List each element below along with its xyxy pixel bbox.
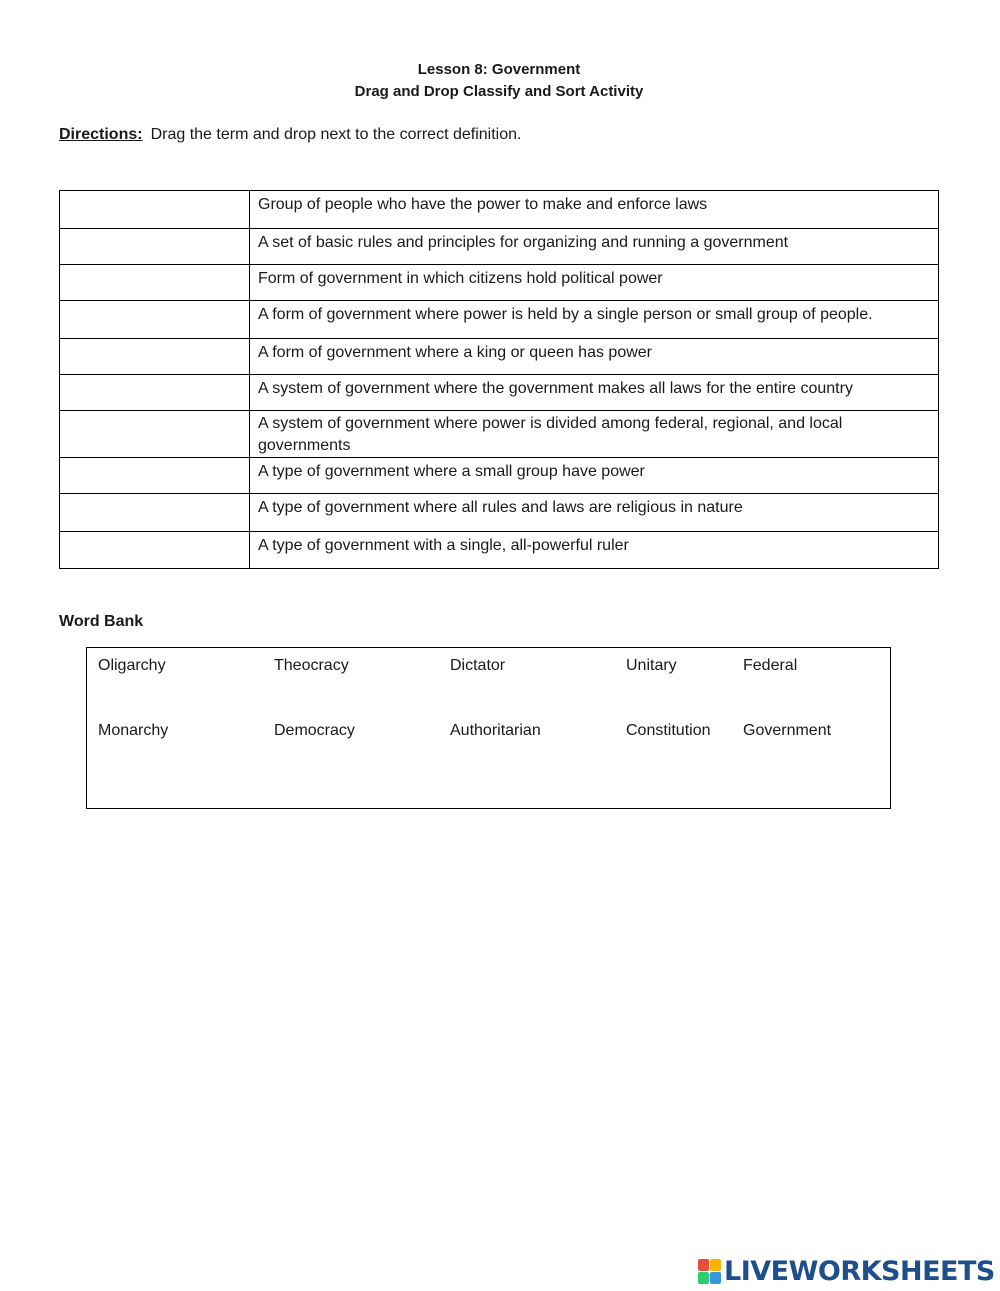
table-row [60,458,939,494]
table-row [60,375,939,411]
word-bank-term[interactable]: Oligarchy [98,657,166,674]
drop-zone[interactable] [60,458,250,494]
badge-square [698,1272,709,1284]
table-row [60,229,939,265]
table-row [60,411,939,458]
drop-zone[interactable] [60,339,250,375]
drop-zone[interactable] [60,265,250,301]
word-bank-term[interactable]: Government [743,722,832,739]
word-bank [86,647,891,809]
word-bank-term[interactable]: Constitution [626,722,711,739]
word-bank-term[interactable]: Federal [743,657,798,674]
logo-text: LIVEWORKSHEETS [724,1255,995,1287]
word-bank-term[interactable]: Unitary [626,657,677,674]
logo-badge-icon [698,1259,720,1284]
liveworksheets-logo [698,1256,995,1286]
word-bank-term[interactable]: Authoritarian [450,722,541,739]
badge-square [710,1259,721,1271]
directions-text: Drag the term and drop next to the correct definition. [150,126,522,143]
page-subtitle: Drag and Drop Classify and Sort Activity [354,83,644,100]
definition-cell: A system of government where power is divided among federal, regional, and local governments [250,411,939,458]
definition-cell: A system of government where the government makes all laws for the entire country [250,375,939,411]
table-row [60,494,939,532]
word-bank-term[interactable]: Monarchy [98,722,169,739]
definition-cell: A type of government with a single, all-powerful ruler [250,532,939,569]
definition-cell: Group of people who have the power to make and enforce laws [250,191,939,229]
drop-zone[interactable] [60,411,250,458]
drop-zone[interactable] [60,191,250,229]
word-bank-term[interactable]: Dictator [450,657,506,674]
badge-square [710,1272,721,1284]
word-bank-term[interactable]: Theocracy [274,657,349,674]
drop-zone[interactable] [60,375,250,411]
definition-cell: A form of government where a king or queen has power [250,339,939,375]
directions [59,126,521,144]
definition-cell: A set of basic rules and principles for organizing and running a government [250,229,939,265]
drop-zone[interactable] [60,532,250,569]
drop-zone[interactable] [60,494,250,532]
page-title: Lesson 8: Government [417,61,581,78]
table-row [60,301,939,339]
definitions-table [59,190,939,569]
table-row [60,191,939,229]
word-bank-title: Word Bank [59,613,144,630]
table-row [60,339,939,375]
table-row [60,265,939,301]
drop-zone[interactable] [60,229,250,265]
definition-cell: A type of government where a small group have power [250,458,939,494]
table-row [60,532,939,569]
badge-square [698,1259,709,1271]
drop-zone[interactable] [60,301,250,339]
definition-cell: A type of government where all rules and laws are religious in nature [250,494,939,532]
definition-cell: Form of government in which citizens hold political power [250,265,939,301]
definition-cell: A form of government where power is held by a single person or small group of people. [250,301,939,339]
word-bank-term[interactable]: Democracy [274,722,355,739]
directions-label: Directions: [59,126,143,143]
